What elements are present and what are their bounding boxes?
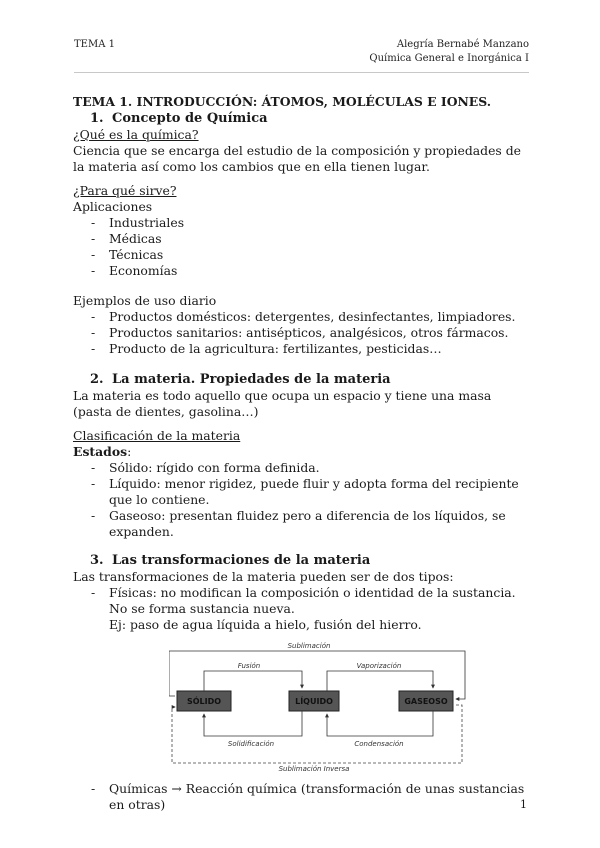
list-item: - Productos domésticos: detergentes, desinfectantes, limpiadores. xyxy=(91,309,533,325)
list-item: - Líquido: menor rigidez, puede fluir y adopta forma del recipiente que lo contiene. xyxy=(91,476,533,508)
transformaciones-intro: Las transformaciones de la materia pueden ser de dos tipos: xyxy=(73,569,454,584)
list-item-quimicas: - Químicas → Reacción química (transformación de unas sustancias en otras) xyxy=(91,781,533,813)
list-item: - Productos sanitarios: antisépticos, analgésicos, otros fármacos. xyxy=(91,325,533,341)
list-item: - Producto de la agricultura: fertilizantes, pesticidas… xyxy=(91,341,533,357)
page-number: 1 xyxy=(520,798,527,811)
condensation-label: Condensación xyxy=(354,740,404,748)
materia-definition: La materia es todo aquello que ocupa un espacio y tiene una masa (pasta de dientes, gasolina…) xyxy=(73,388,492,419)
document-body xyxy=(73,92,533,813)
inverse-sublimation-label: Sublimación Inversa xyxy=(278,765,350,773)
fisicas-example: Ej: paso de agua líquida a hielo, fusión del hierro. xyxy=(109,617,422,632)
inverse-sublimation-arrow xyxy=(172,705,462,763)
estados-colon: : xyxy=(127,444,132,459)
list-item: - Médicas xyxy=(91,231,533,247)
section-3-number: 3. xyxy=(90,553,104,568)
solidification-arrow xyxy=(204,711,302,736)
transformaciones-list xyxy=(73,585,533,633)
liquid-label: LÍQUIDO xyxy=(295,697,333,706)
quimicas-list xyxy=(73,781,533,813)
list-item: - Economías xyxy=(91,263,533,279)
vaporization-label: Vaporización xyxy=(356,662,402,670)
estados-label: Estados xyxy=(73,444,128,459)
ejemplos-label: Ejemplos de uso diario xyxy=(73,293,217,308)
header-course: Química General e Inorgánica I xyxy=(369,53,529,64)
header-author-course xyxy=(369,38,529,66)
list-item-fisicas xyxy=(91,585,533,633)
gas-label: GASEOSO xyxy=(404,697,448,706)
aplicaciones-list xyxy=(73,215,533,279)
estados-label-line xyxy=(73,444,533,460)
list-item: - Industriales xyxy=(91,215,533,231)
fusion-arrow xyxy=(204,671,302,691)
header-divider xyxy=(74,72,529,73)
section-1-title: Concepto de Química xyxy=(112,111,268,126)
header-author: Alegría Bernabé Manzano xyxy=(396,39,529,50)
clasificacion-label: Clasificación de la materia xyxy=(73,428,241,443)
section-3-title: Las transformaciones de la materia xyxy=(112,553,371,568)
section-2-title: La materia. Propiedades de la materia xyxy=(112,372,391,387)
fusion-label: Fusión xyxy=(237,662,261,670)
aplicaciones-label: Aplicaciones xyxy=(73,199,153,214)
page-title: TEMA 1. INTRODUCCIÓN: ÁTOMOS, MOLÉCULAS E IONES. xyxy=(73,94,492,109)
state-change-diagram xyxy=(169,641,469,773)
section-3-heading xyxy=(90,552,533,569)
solid-label: SÓLIDO xyxy=(186,697,222,706)
answer-what: Ciencia que se encarga del estudio de la composición y propiedades de la materia así como los cambios que en ella tienen lugar. xyxy=(73,143,521,174)
question-why: ¿Para qué sirve? xyxy=(73,183,177,198)
vaporization-arrow xyxy=(327,671,433,691)
sublimation-label: Sublimación xyxy=(287,642,331,650)
header-section-label: TEMA 1 xyxy=(74,39,115,50)
estados-list xyxy=(73,460,533,540)
section-2-number: 2. xyxy=(90,372,104,387)
list-item: - Gaseoso: presentan fluidez pero a diferencia de los líquidos, se expanden. xyxy=(91,508,533,540)
list-item: - Técnicas xyxy=(91,247,533,263)
section-2-heading xyxy=(90,371,533,388)
question-what: ¿Qué es la química? xyxy=(73,127,199,142)
state-change-svg xyxy=(169,641,469,773)
section-1-heading xyxy=(90,110,533,127)
condensation-arrow xyxy=(327,711,433,736)
fisicas-text: Físicas: no modifican la composición o identidad de la sustancia. No se forma sustancia nueva. xyxy=(109,585,516,616)
solidification-label: Solidificación xyxy=(227,740,275,748)
list-item: - Sólido: rígido con forma definida. xyxy=(91,460,533,476)
section-1-number: 1. xyxy=(90,111,104,126)
ejemplos-list xyxy=(73,309,533,357)
